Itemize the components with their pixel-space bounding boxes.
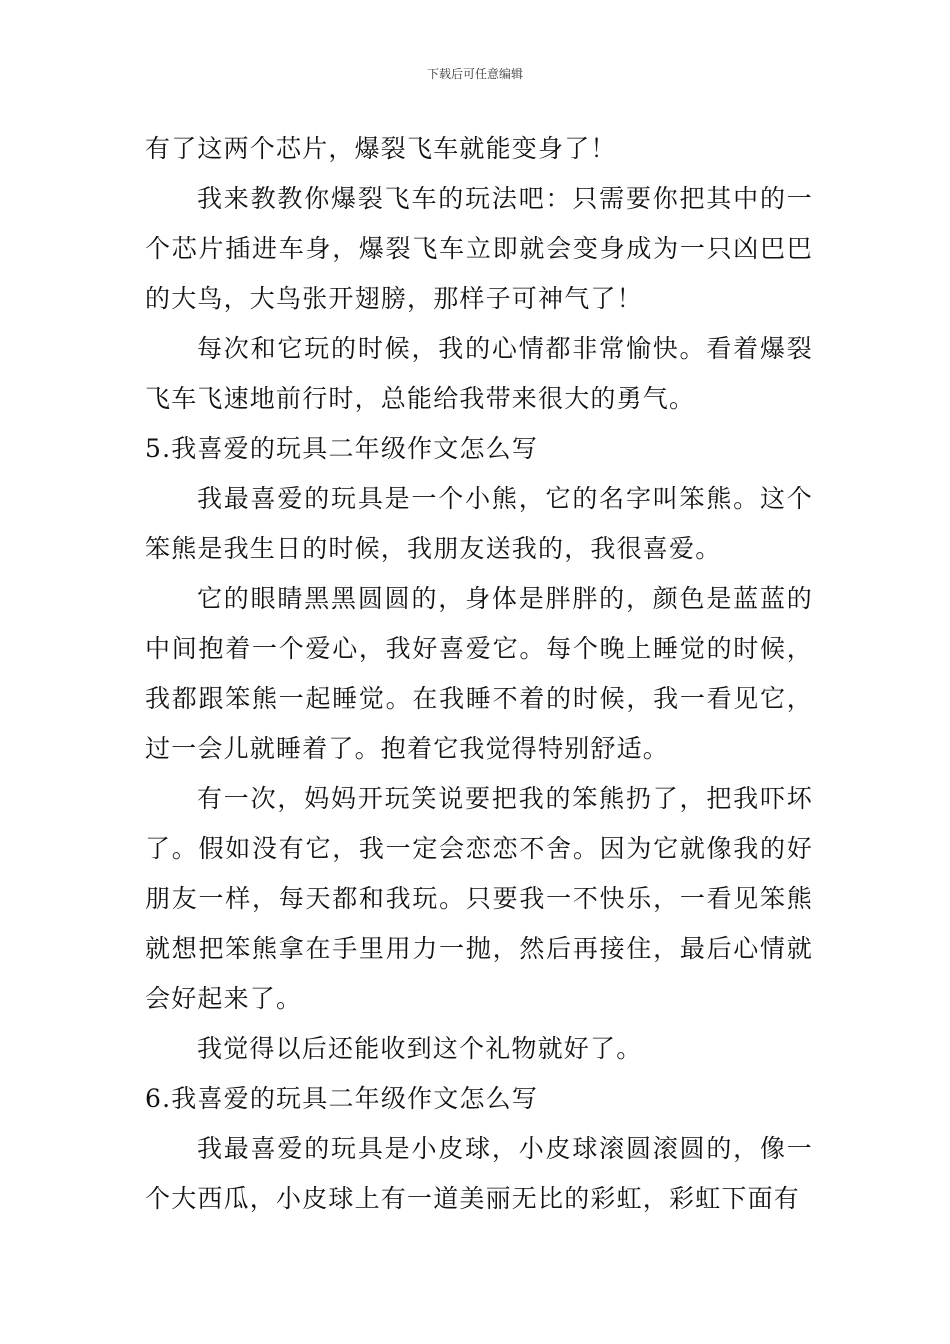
paragraph-bear-description: 它的眼睛黑黑圆圆的，身体是胖胖的，颜色是蓝蓝的中间抱着一个爱心，我好喜爱它。每个晚上睡觉的时候，我都跟笨熊一起睡觉。在我睡不着的时候，我一看见它，过一会儿就睡着了。抱着它我觉得特别舒适。 (145, 584, 813, 763)
paragraph-feeling: 每次和它玩的时候，我的心情都非常愉快。看着爆裂飞车飞速地前行时，总能给我带来很大的勇气。 (145, 334, 813, 413)
section-heading-5: 5.我喜爱的玩具二年级作文怎么写 (145, 434, 539, 463)
paragraph-gameplay: 我来教教你爆裂飞车的玩法吧：只需要你把其中的一个芯片插进车身，爆裂飞车立即就会变身成为一只凶巴巴的大鸟，大鸟张开翅膀，那样子可神气了！ (145, 184, 813, 313)
page-header: 下载后可任意编辑 (426, 67, 523, 81)
paragraph-continuation: 有了这两个芯片，爆裂飞车就能变身了！ (145, 134, 617, 163)
paragraph-bear-ending: 我觉得以后还能收到这个礼物就好了。 (197, 1034, 643, 1063)
paragraph-ball-intro: 我最喜爱的玩具是小皮球，小皮球滚圆滚圆的，像一个大西瓜，小皮球上有一道美丽无比的彩虹，彩虹下面有 (145, 1134, 813, 1213)
section-heading-6: 6.我喜爱的玩具二年级作文怎么写 (145, 1084, 539, 1113)
document-body (145, 124, 813, 1224)
paragraph-bear-story: 有一次，妈妈开玩笑说要把我的笨熊扔了，把我吓坏了。假如没有它，我一定会恋恋不舍。因为它就像我的好朋友一样，每天都和我玩。只要我一不快乐，一看见笨熊就想把笨熊拿在手里用力一抛，然后再接住，最后心情就会好起来了。 (145, 784, 813, 1013)
paragraph-bear-intro: 我最喜爱的玩具是一个小熊，它的名字叫笨熊。这个笨熊是我生日的时候，我朋友送我的，我很喜爱。 (145, 484, 813, 563)
